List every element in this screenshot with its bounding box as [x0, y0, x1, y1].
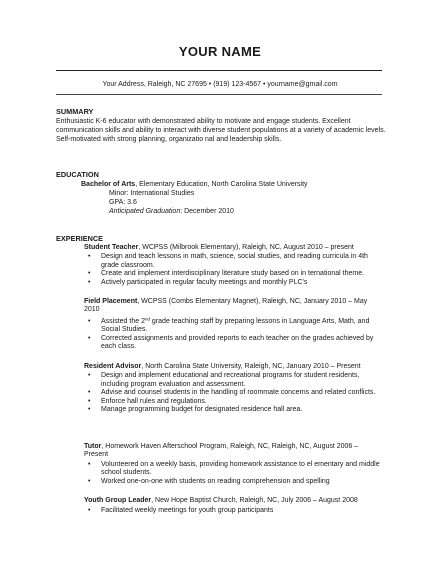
job-bullets: [84, 253, 384, 287]
job-title-line: [84, 497, 380, 505]
job-bullets: [84, 461, 380, 486]
job-detail: , New Hope Baptist Church, Raleigh, NC, July 2006 – August 2008: [151, 497, 358, 504]
list-item: • Manage programming budget for designated residence hall area.: [84, 406, 380, 414]
list-item: • Create and implement interdisciplinary literature study based on in ternational theme.: [84, 270, 384, 278]
list-item: • Corrected assignments and provided reports to each teacher on the grades achieved by each class.: [84, 335, 380, 352]
graduation-label: Anticipated Graduation: [109, 208, 181, 215]
job-student-teacher: [84, 244, 384, 287]
list-item: [84, 318, 380, 335]
summary-heading: SUMMARY: [56, 107, 94, 116]
list-item: • Volunteered on a weekly basis, providing homework assistance to el ementary and middle school students.: [84, 461, 380, 478]
list-item: • Facilitated weekly meetings for youth group participants: [84, 507, 380, 515]
job-title-line: [84, 363, 380, 371]
graduation-value: : December 2010: [180, 208, 234, 215]
job-detail: , North Carolina State University, Raleigh, NC, January 2010 – Present: [141, 363, 361, 370]
job-title: Tutor: [84, 443, 102, 450]
top-rule: [56, 70, 382, 71]
job-title-line: [84, 443, 380, 460]
education-heading: EDUCATION: [56, 170, 99, 179]
list-item: • Enforce hall rules and regulations.: [84, 398, 380, 406]
list-item: • Advise and counsel students in the handling of roommate concerns and related conflicts.: [84, 389, 380, 397]
degree-detail: , Elementary Education, North Carolina State University: [135, 181, 308, 188]
list-item: • Actively participated in regular faculty meetings and monthly PLC's: [84, 279, 384, 287]
job-title: Student Teacher: [84, 244, 139, 251]
job-title: Field Placement: [84, 298, 138, 305]
bottom-rule: [56, 94, 382, 95]
summary-text: Enthusiastic K-6 educator with demonstrated ability to motivate and engage students. Excellent communication skills and ability to interact with diverse student populations at a variety of academic levels. Self-motivated with strong planning, organizatio nal and leadership skills.: [56, 118, 386, 143]
experience-heading: EXPERIENCE: [56, 234, 104, 243]
job-title-line: [84, 298, 380, 315]
job-title-line: [84, 244, 384, 252]
education-degree-line: [81, 181, 381, 189]
job-youth-group-leader: [84, 497, 380, 516]
bullet-text: Assisted the 2: [101, 317, 145, 325]
education-minor: Minor: International Studies: [109, 190, 195, 197]
bullet-text: grade teaching staff by preparing lessons in Language Arts, Math, and Social Studies.: [101, 317, 370, 334]
education-gpa: GPA: 3.6: [109, 199, 137, 206]
list-item: • Design and implement educational and recreational programs for student residents, including program evaluation and assessment.: [84, 372, 380, 389]
job-title: Youth Group Leader: [84, 497, 152, 504]
job-bullets: [84, 318, 380, 352]
resume-name: YOUR NAME: [178, 44, 262, 59]
job-detail: , WCPSS (Milbrook Elementary), Raleigh, NC, August 2010 – present: [138, 244, 354, 251]
job-resident-advisor: [84, 363, 380, 414]
job-detail: , WCPSS (Combs Elementary Magnet), Raleigh, NC, January 2010 – May 2010: [84, 298, 368, 314]
list-item: • Design and teach lessons in math, science, social studies, and reading curricula in 4th grade classroom.: [84, 253, 384, 270]
list-item: • Worked one-on-one with students on reading comprehension and spelling: [84, 478, 380, 486]
job-tutor: [84, 443, 380, 486]
job-bullets: [84, 372, 380, 414]
ordinal-suffix: nd: [144, 316, 150, 322]
degree-name: Bachelor of Arts: [81, 181, 136, 188]
job-field-placement: [84, 298, 380, 351]
job-title: Resident Advisor: [84, 363, 142, 370]
education-graduation: [109, 208, 234, 216]
job-bullets: [84, 507, 380, 515]
job-detail: , Homework Haven Afterschool Program, Raleigh, NC, Raleigh, NC, August 2006 – Present: [84, 443, 359, 459]
contact-line: Your Address, Raleigh, NC 27695 • (919) 123-4567 • yourname@gmail.com: [102, 81, 338, 88]
